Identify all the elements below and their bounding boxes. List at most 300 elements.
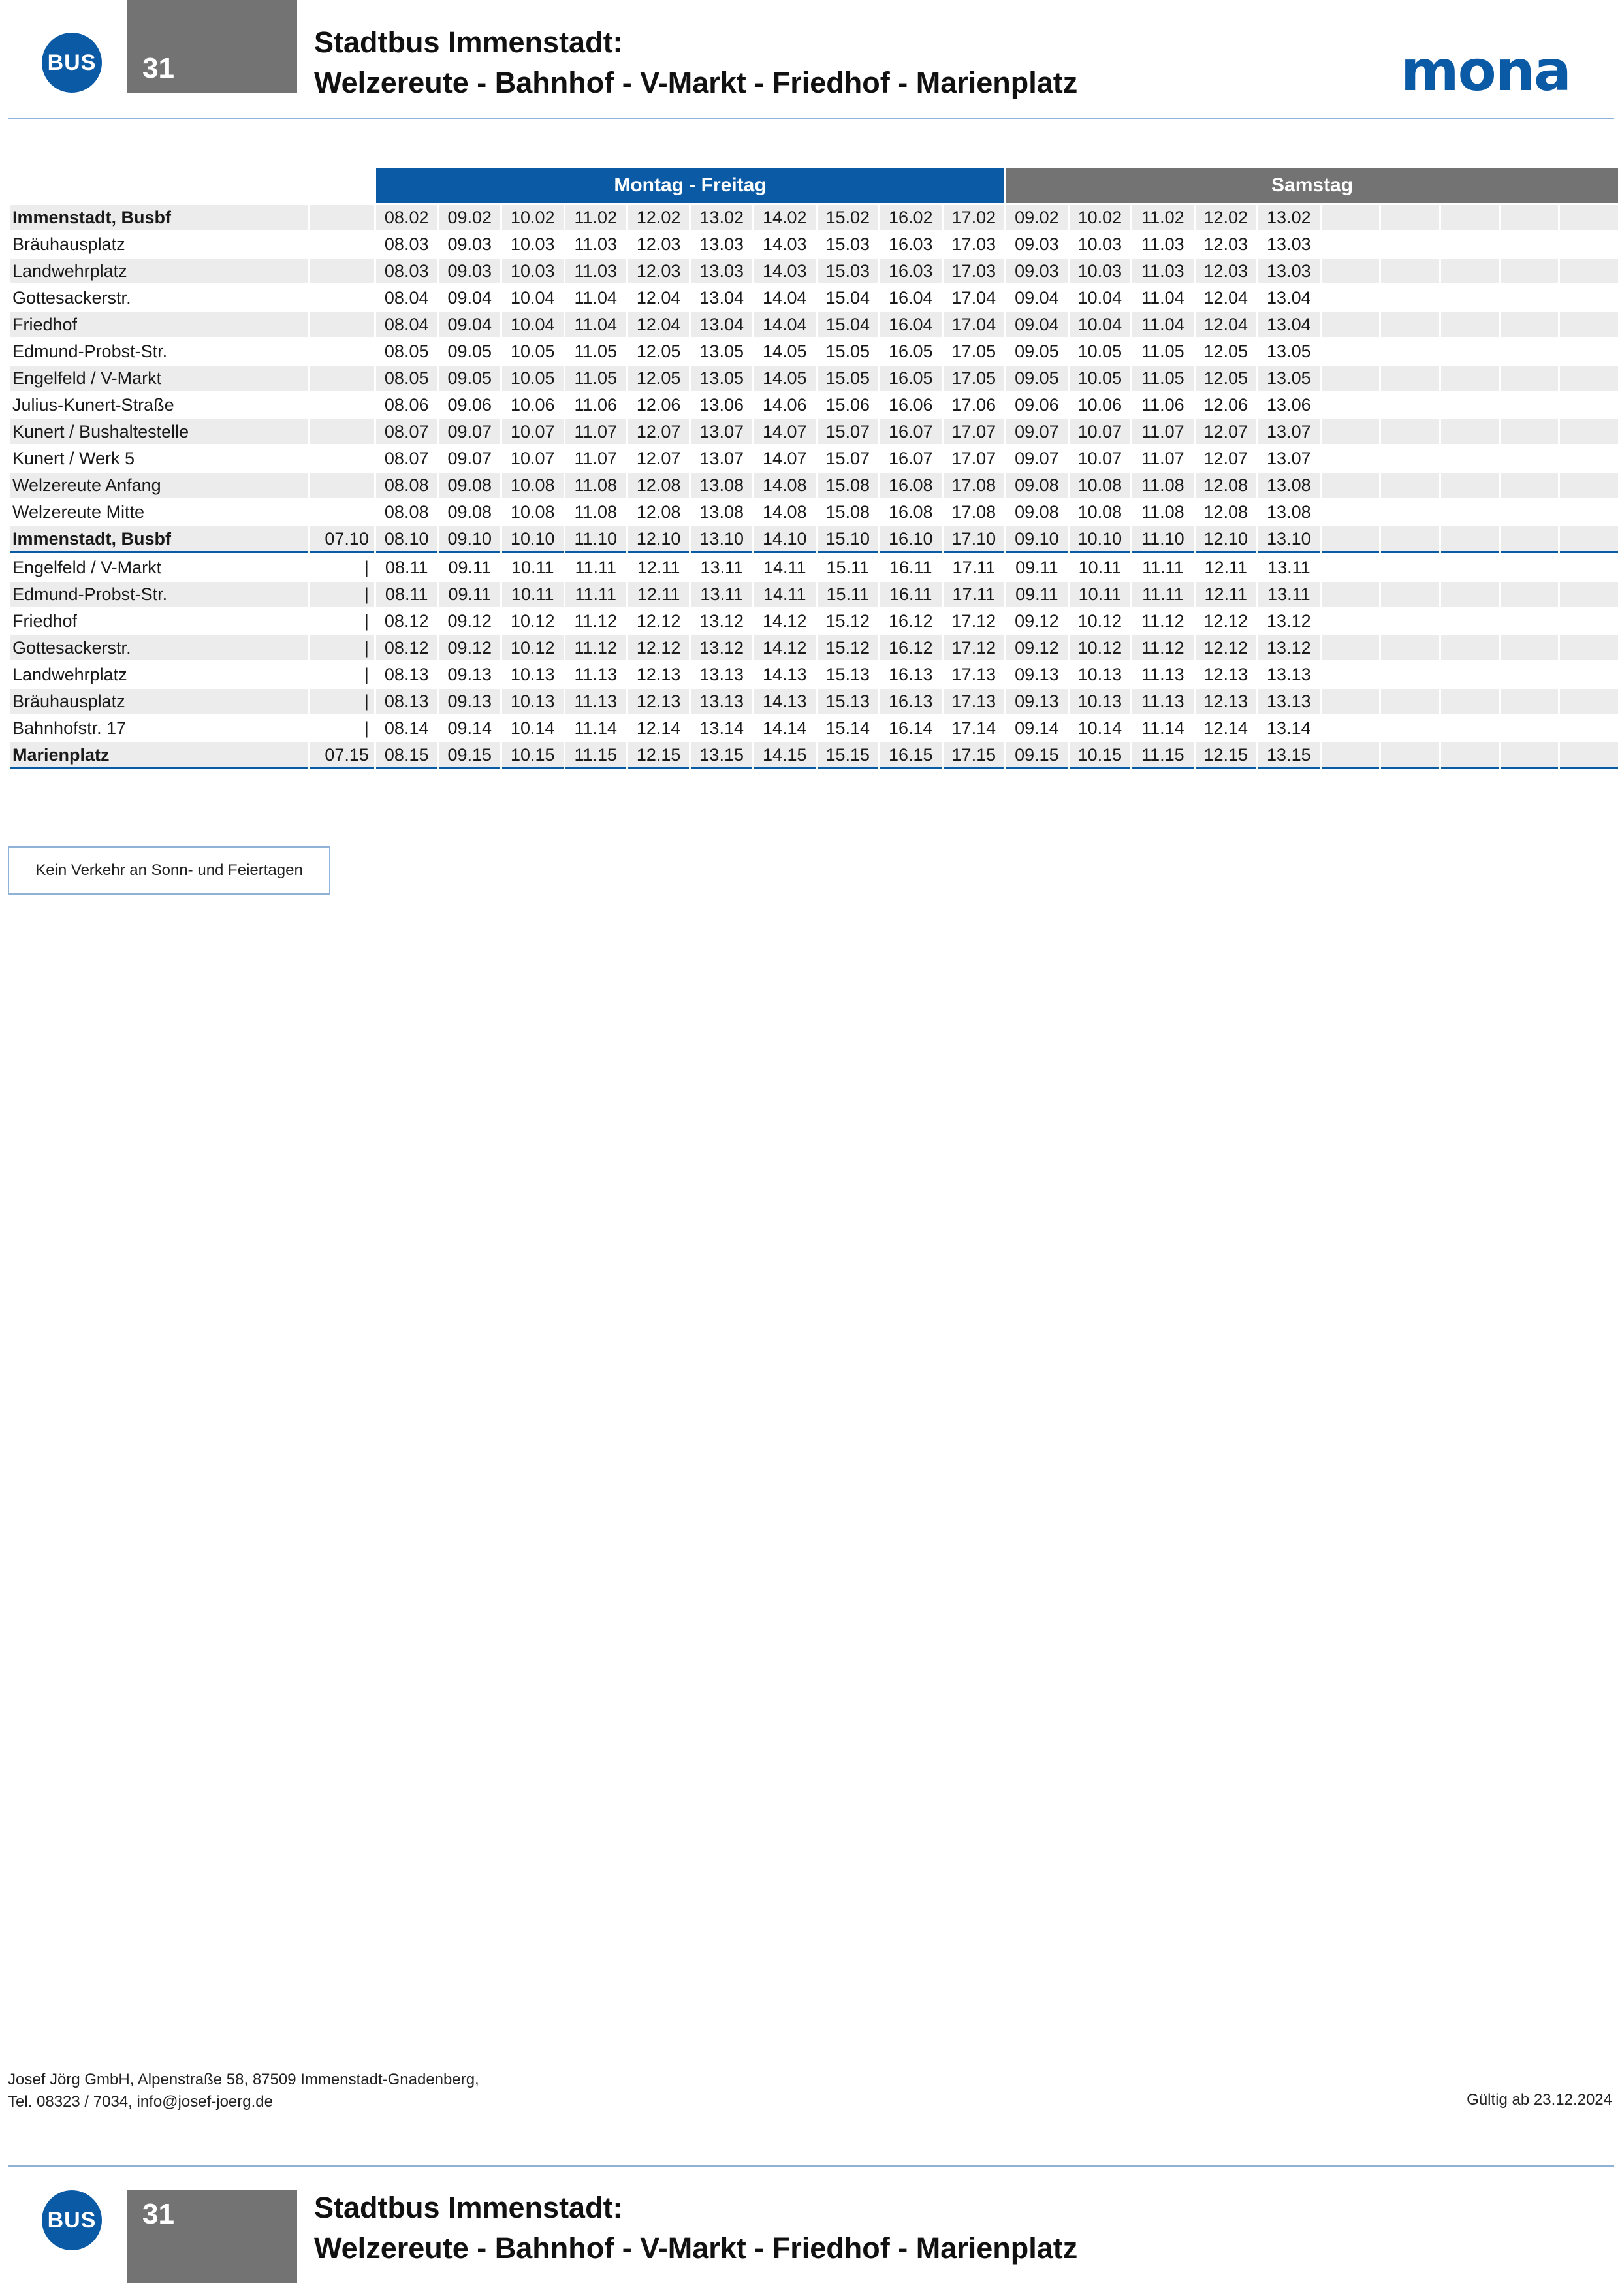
empty-cell [1560,742,1618,769]
weekday-time: 10.07 [510,448,555,468]
stop-name: Bräuhausplatz [12,234,125,254]
weekday-time: 10.05 [510,341,555,361]
early-departure: | [364,718,369,738]
weekday-time: 16.08 [880,473,942,498]
early-departure [310,473,373,498]
weekday-time: 15.05 [818,366,879,391]
saturday-time: 10.04 [1077,287,1122,308]
weekday-time: 16.07 [889,448,933,468]
empty-cell [1441,205,1499,230]
weekday-time: 09.07 [439,419,500,444]
weekday-time: 08.07 [384,448,429,468]
empty-cell [1501,339,1558,364]
saturday-time: 13.03 [1258,259,1320,283]
weekday-time: 15.13 [825,664,870,684]
saturday-time: 12.13 [1196,689,1257,714]
weekday-time: 17.11 [944,582,1005,607]
saturday-time: 10.07 [1077,448,1122,468]
weekday-time: 08.08 [376,473,437,498]
saturday-time: 11.15 [1132,742,1193,769]
weekday-time: 13.05 [691,366,752,391]
saturday-time: 10.14 [1077,718,1122,738]
table-row [10,662,1618,687]
bus-badge: BUS [42,33,102,93]
weekday-time: 13.02 [691,205,752,230]
weekday-time: 09.04 [447,287,492,308]
saturday-time: 11.12 [1141,611,1184,631]
saturday-time: 11.11 [1142,557,1184,577]
table-row [10,205,1618,230]
weekday-time: 10.11 [511,557,554,577]
empty-cell [1441,689,1499,714]
empty-cell [1322,473,1379,498]
empty-cell [1441,392,1499,417]
saturday-time: 12.13 [1203,664,1248,684]
weekday-time: 15.12 [825,611,870,631]
weekday-time: 09.02 [439,205,500,230]
weekday-time: 12.10 [628,526,690,553]
saturday-time: 09.05 [1006,366,1068,391]
weekday-time: 16.03 [880,259,942,283]
saturday-time: 09.04 [1015,287,1059,308]
empty-cell [1322,582,1379,607]
weekday-time: 08.04 [376,312,437,337]
empty-cell [1441,662,1499,687]
page-title [314,22,1077,103]
stop-name: Edmund-Probst-Str. [10,582,308,607]
weekday-time: 14.13 [754,689,816,714]
weekday-time: 11.11 [565,582,626,607]
weekday-time: 14.08 [762,502,807,522]
saturday-time: 13.12 [1258,635,1320,660]
saturday-time: 13.13 [1258,689,1320,714]
weekday-time: 12.03 [636,234,681,254]
weekday-time: 13.10 [691,526,752,553]
weekday-time: 11.06 [574,394,617,415]
saturday-time: 11.06 [1141,394,1184,415]
weekday-time: 11.03 [565,259,626,283]
empty-cell [1441,500,1499,524]
weekday-time: 09.15 [439,742,500,769]
weekday-time: 16.07 [880,419,942,444]
early-departure: | [364,611,369,631]
weekday-time: 11.12 [565,635,626,660]
table-row [10,500,1618,524]
saturday-time: 13.11 [1267,557,1310,577]
weekday-time: 08.14 [384,718,429,738]
saturday-time: 10.11 [1070,582,1131,607]
empty-cell [1501,366,1558,391]
line-number-box [127,2190,297,2283]
saturday-time: 13.13 [1267,664,1311,684]
page-header [0,0,1620,118]
weekday-time: 12.13 [636,664,681,684]
weekday-time: 08.08 [384,502,429,522]
weekday-time: 11.15 [565,742,626,769]
early-departure [310,312,373,337]
saturday-time: 12.02 [1196,205,1257,230]
weekday-time: 13.04 [699,287,744,308]
saturday-time: 11.07 [1141,448,1184,468]
saturday-time: 13.14 [1267,718,1311,738]
weekday-time: 17.08 [951,502,996,522]
weekday-time: 16.10 [880,526,942,553]
saturday-time: 11.02 [1132,205,1193,230]
weekday-time: 08.04 [384,287,429,308]
weekday-time: 13.08 [699,502,744,522]
stop-name: Friedhof [10,312,308,337]
empty-cell [1441,366,1499,391]
early-departure [310,366,373,391]
early-departure: 07.10 [310,526,373,553]
weekday-time: 09.08 [447,502,492,522]
saturday-time: 09.07 [1006,419,1068,444]
empty-cell [1560,419,1618,444]
weekday-time: 12.13 [628,689,690,714]
empty-cell [1322,716,1379,741]
weekday-time: 13.13 [691,689,752,714]
weekday-time: 14.15 [754,742,816,769]
saturday-time: 10.07 [1070,419,1131,444]
empty-cell [1560,689,1618,714]
weekday-time: 08.15 [376,742,437,769]
weekday-time: 12.06 [636,394,681,415]
empty-cell [1560,232,1618,257]
empty-cell [1501,473,1558,498]
weekday-time: 16.13 [880,689,942,714]
weekday-time: 14.05 [762,341,807,361]
empty-cell [1322,366,1379,391]
weekday-time: 08.05 [384,341,429,361]
early-departure [310,259,373,283]
weekday-time: 13.07 [699,448,744,468]
title-line-2: Welzereute - Bahnhof - V-Markt - Friedhof - Marienplatz [314,2231,1078,2265]
weekday-time: 17.03 [951,234,996,254]
table-row [10,366,1618,391]
empty-cell [1381,392,1438,417]
saturday-time: 13.08 [1258,473,1320,498]
weekday-time: 12.08 [636,502,681,522]
saturday-time: 13.06 [1267,394,1311,415]
early-departure: | [310,689,373,714]
table-row [10,689,1618,714]
saturday-time: 10.06 [1077,394,1122,415]
weekday-time: 12.12 [636,611,681,631]
stop-name: Immenstadt, Busbf [10,526,308,553]
weekday-time: 10.10 [502,526,564,553]
empty-cell [1501,555,1558,580]
saturday-time: 10.03 [1077,234,1122,254]
saturday-time: 11.13 [1141,664,1184,684]
empty-cell [1381,582,1438,607]
empty-cell [1322,312,1379,337]
early-departure [310,232,373,257]
weekday-time: 13.12 [699,611,744,631]
weekday-time: 09.11 [448,557,492,577]
weekday-time: 09.07 [447,448,492,468]
weekday-time: 17.14 [951,718,996,738]
weekday-time: 15.07 [818,419,879,444]
empty-cell [1560,205,1618,230]
weekday-time: 17.13 [944,689,1005,714]
saturday-time: 11.08 [1132,473,1193,498]
saturday-time: 12.12 [1203,611,1248,631]
weekday-time: 15.13 [818,689,879,714]
weekday-time: 16.02 [880,205,942,230]
weekday-time: 10.04 [502,312,564,337]
saturday-time: 12.05 [1196,366,1257,391]
saturday-time: 12.08 [1203,502,1248,522]
weekday-time: 16.12 [880,635,942,660]
empty-cell [1322,285,1379,310]
weekday-time: 11.03 [574,234,617,254]
company-contact: Tel. 08323 / 7034, info@josef-joerg.de [8,2093,273,2111]
saturday-time: 13.05 [1267,341,1311,361]
weekday-time: 08.06 [384,394,429,415]
saturday-time: 09.12 [1006,635,1068,660]
weekday-time: 13.04 [691,312,752,337]
weekday-time: 15.04 [825,287,870,308]
weekday-time: 14.13 [762,664,807,684]
weekday-time: 13.06 [699,394,744,415]
weekday-time: 10.15 [502,742,564,769]
empty-cell [1560,259,1618,283]
weekday-time: 08.05 [376,366,437,391]
weekday-time: 09.12 [447,611,492,631]
empty-cell [1560,473,1618,498]
empty-cell [1322,232,1379,257]
table-row [10,339,1618,364]
saturday-time: 12.05 [1203,341,1248,361]
weekday-time: 17.04 [951,287,996,308]
weekday-header: Montag - Freitag [376,168,1004,203]
weekday-time: 13.15 [691,742,752,769]
weekday-time: 14.06 [762,394,807,415]
weekday-time: 14.12 [754,635,816,660]
weekday-time: 17.11 [952,557,996,577]
weekday-time: 10.12 [510,611,555,631]
saturday-time: 10.02 [1070,205,1131,230]
weekday-time: 11.10 [565,526,626,553]
empty-cell [1560,635,1618,660]
weekday-time: 09.13 [439,689,500,714]
weekday-time: 10.13 [510,664,555,684]
weekday-time: 15.02 [818,205,879,230]
weekday-time: 10.11 [502,582,564,607]
weekday-time: 12.11 [637,557,680,577]
saturday-time: 09.11 [1006,582,1068,607]
saturday-time: 12.12 [1196,635,1257,660]
weekday-time: 10.04 [510,287,555,308]
bus-badge: BUS [42,2190,102,2250]
empty-cell [1560,285,1618,310]
empty-cell [1501,419,1558,444]
empty-cell [1381,285,1438,310]
timetable [8,166,1620,771]
saturday-header: Samstag [1006,168,1618,203]
weekday-time: 10.03 [510,234,555,254]
empty-cell [1441,259,1499,283]
stop-name: Kunert / Bushaltestelle [10,419,308,444]
early-departure [310,339,373,364]
weekday-time: 14.11 [754,582,816,607]
empty-cell [1322,339,1379,364]
mona-logo [1401,46,1583,99]
empty-cell [1381,500,1438,524]
empty-cell [1381,446,1438,471]
saturday-time: 13.04 [1258,312,1320,337]
empty-cell [1322,635,1379,660]
empty-cell [1501,689,1558,714]
empty-cell [1381,526,1438,553]
weekday-time: 11.07 [565,419,626,444]
empty-cell [1501,285,1558,310]
weekday-time: 11.13 [574,664,617,684]
weekday-time: 11.13 [565,689,626,714]
weekday-time: 13.11 [700,557,743,577]
saturday-time: 11.04 [1132,312,1193,337]
saturday-time: 10.04 [1070,312,1131,337]
saturday-time: 11.05 [1132,366,1193,391]
weekday-time: 12.14 [636,718,681,738]
company-info [8,2069,479,2113]
weekday-time: 13.05 [699,341,744,361]
weekday-time: 10.02 [502,205,564,230]
weekday-time: 13.11 [691,582,752,607]
empty-cell [1441,742,1499,769]
saturday-time: 13.15 [1258,742,1320,769]
weekday-time: 11.05 [565,366,626,391]
empty-cell [1381,205,1438,230]
empty-cell [1560,662,1618,687]
saturday-time: 10.13 [1077,664,1122,684]
weekday-time: 12.07 [636,448,681,468]
weekday-time: 14.03 [762,234,807,254]
saturday-time: 10.15 [1070,742,1131,769]
saturday-time: 13.11 [1258,582,1320,607]
empty-cell [1560,716,1618,741]
empty-cell [1560,366,1618,391]
empty-cell [1560,339,1618,364]
weekday-time: 08.03 [376,259,437,283]
saturday-time: 09.07 [1015,448,1059,468]
empty-cell [1501,582,1558,607]
table-row [10,392,1618,417]
empty-cell [1501,446,1558,471]
table-row [10,473,1618,498]
weekday-time: 14.05 [754,366,816,391]
empty-cell [1381,473,1438,498]
empty-cell [1381,662,1438,687]
empty-cell [1560,609,1618,633]
table-row [10,742,1618,769]
saturday-time: 09.06 [1015,394,1059,415]
weekday-time: 09.06 [447,394,492,415]
weekday-time: 11.04 [574,287,617,308]
table-row [10,259,1618,283]
weekday-time: 08.03 [384,234,429,254]
weekday-time: 15.14 [825,718,870,738]
table-row [10,555,1618,580]
early-departure [310,419,373,444]
empty-cell [1441,555,1499,580]
weekday-time: 16.12 [889,611,933,631]
page-header-repeat [0,2178,1620,2296]
empty-cell [1501,526,1558,553]
saturday-time: 09.10 [1006,526,1068,553]
saturday-time: 09.13 [1015,664,1059,684]
empty-cell [1322,205,1379,230]
empty-cell [1441,473,1499,498]
weekday-time: 12.07 [628,419,690,444]
empty-cell [1381,259,1438,283]
svg-text:mona: mona [1401,46,1570,99]
weekday-time: 12.04 [628,312,690,337]
weekday-time: 12.05 [636,341,681,361]
weekday-time: 08.12 [384,611,429,631]
saturday-time: 11.11 [1132,582,1193,607]
weekday-time: 14.07 [754,419,816,444]
weekday-time: 08.10 [376,526,437,553]
weekday-time: 17.06 [951,394,996,415]
saturday-time: 12.04 [1196,312,1257,337]
empty-cell [1322,446,1379,471]
empty-cell [1441,526,1499,553]
table-row [10,526,1618,553]
empty-cell [1381,742,1438,769]
saturday-time: 10.08 [1077,502,1122,522]
early-departure [310,205,373,230]
empty-cell [1441,285,1499,310]
empty-cell [1441,635,1499,660]
empty-cell [1501,635,1558,660]
weekday-time: 15.05 [825,341,870,361]
empty-cell [1560,555,1618,580]
weekday-time: 11.04 [565,312,626,337]
saturday-time: 12.14 [1203,718,1248,738]
weekday-time: 16.11 [889,557,932,577]
weekday-time: 10.05 [502,366,564,391]
weekday-time: 11.08 [565,473,626,498]
weekday-time: 16.11 [880,582,942,607]
weekday-time: 10.06 [510,394,555,415]
stop-name: Edmund-Probst-Str. [12,341,168,361]
stop-name: Friedhof [12,611,78,631]
stop-name: Kunert / Werk 5 [12,448,135,468]
weekday-time: 17.03 [944,259,1005,283]
early-departure: | [364,664,369,684]
saturday-time: 13.03 [1267,234,1311,254]
empty-cell [1322,500,1379,524]
empty-cell [1381,366,1438,391]
weekday-time: 14.11 [763,557,806,577]
early-departure: | [364,557,369,577]
table-row [10,419,1618,444]
saturday-time: 10.12 [1070,635,1131,660]
weekday-time: 13.07 [691,419,752,444]
weekday-time: 13.13 [699,664,744,684]
table-row [10,285,1618,310]
weekday-time: 15.15 [818,742,879,769]
weekday-time: 08.12 [376,635,437,660]
table-row [10,446,1618,471]
weekday-time: 11.12 [574,611,617,631]
empty-cell [1322,555,1379,580]
stop-name: Julius-Kunert-Straße [12,394,174,415]
empty-cell [1501,312,1558,337]
weekday-time: 14.04 [754,312,816,337]
empty-cell [1560,392,1618,417]
